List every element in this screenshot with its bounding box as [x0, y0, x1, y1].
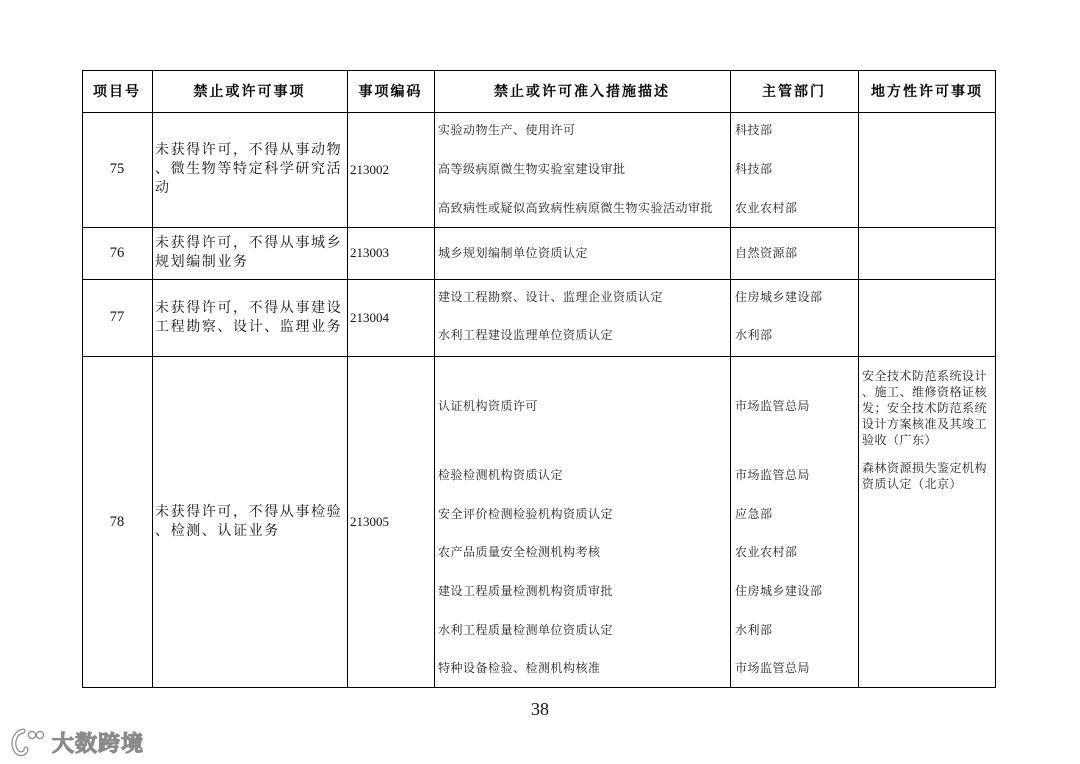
item-code: 213004 [350, 309, 389, 325]
header-item-no: 项目号 [93, 84, 141, 100]
table-row [82, 279, 996, 356]
department: 水利部 [735, 328, 773, 342]
item-description: 未获得许可，不得从事城乡规划编制业务 [155, 235, 343, 270]
measure-text: 建设工程质量检测机构资质审批 [438, 584, 614, 598]
measure-text: 城乡规划编制单位资质认定 [438, 246, 589, 260]
department: 农业农村部 [735, 201, 798, 215]
item-cell [155, 356, 345, 688]
item-code: 213003 [350, 245, 389, 260]
department: 农业农村部 [735, 545, 798, 559]
measure-text: 水利工程质量检测单位资质认定 [438, 623, 614, 637]
department: 应急部 [735, 507, 773, 521]
header-local: 地方性许可事项 [871, 84, 983, 100]
header-code: 事项编码 [358, 84, 423, 100]
measure-text: 农产品质量安全检测机构考核 [438, 545, 601, 559]
item-number: 76 [109, 244, 125, 261]
header-department: 主管部门 [762, 84, 826, 100]
department: 水利部 [735, 623, 773, 637]
measure-text: 水利工程建设监理单位资质认定 [438, 328, 614, 342]
department: 科技部 [735, 123, 773, 137]
table-row [82, 112, 996, 227]
item-code: 213002 [350, 161, 389, 177]
department: 市场监管总局 [735, 468, 811, 482]
item-description: 未获得许可，不得从事动物、微生物等特定科学研究活动 [155, 142, 343, 196]
header-measures: 禁止或许可准入措施描述 [494, 84, 670, 100]
item-number: 75 [109, 161, 125, 177]
table-row [82, 356, 996, 688]
measure-text: 检验检测机构资质认定 [438, 468, 564, 482]
department: 市场监管总局 [735, 399, 811, 413]
table-row [82, 227, 996, 279]
measure-text: 特种设备检验、检测机构核准 [438, 661, 601, 675]
department: 住房城乡建设部 [735, 584, 823, 598]
measure-text: 高致病性或疑似高致病性病原微生物实验活动审批 [438, 201, 714, 215]
page-number: 38 [531, 699, 549, 719]
item-description: 未获得许可，不得从事建设工程勘察、设计、监理业务 [155, 299, 343, 335]
item-cell [155, 227, 345, 279]
watermark-logo-icon [8, 726, 48, 758]
item-code: 213005 [350, 514, 389, 529]
item-description: 未获得许可，不得从事检验、检测、认证业务 [155, 504, 343, 539]
item-number: 77 [109, 309, 125, 325]
local-permit: 森林资源损失鉴定机构资质认定（北京） [862, 461, 988, 491]
item-number: 78 [109, 513, 125, 530]
department: 自然资源部 [735, 246, 798, 260]
item-cell [155, 279, 345, 356]
item-cell [155, 112, 345, 227]
measure-text: 高等级病原微生物实验室建设审批 [438, 162, 626, 176]
department: 住房城乡建设部 [735, 290, 823, 304]
measure-text: 实验动物生产、使用许可 [438, 123, 576, 137]
local-permit: 安全技术防范系统设计、施工、维修资格证核发；安全技术防范系统设计方案核准及其竣工验收（广东） [862, 369, 988, 447]
header-item: 禁止或许可事项 [193, 84, 306, 100]
measure-text: 建设工程勘察、设计、监理企业资质认定 [438, 290, 664, 304]
watermark [8, 724, 144, 760]
watermark-text: 大数跨境 [52, 731, 145, 757]
permit-table [82, 70, 996, 688]
measure-text: 安全评价检测检验机构资质认定 [438, 507, 614, 521]
department: 市场监管总局 [735, 661, 811, 675]
department: 科技部 [735, 162, 773, 176]
measure-text: 认证机构资质许可 [438, 399, 539, 413]
